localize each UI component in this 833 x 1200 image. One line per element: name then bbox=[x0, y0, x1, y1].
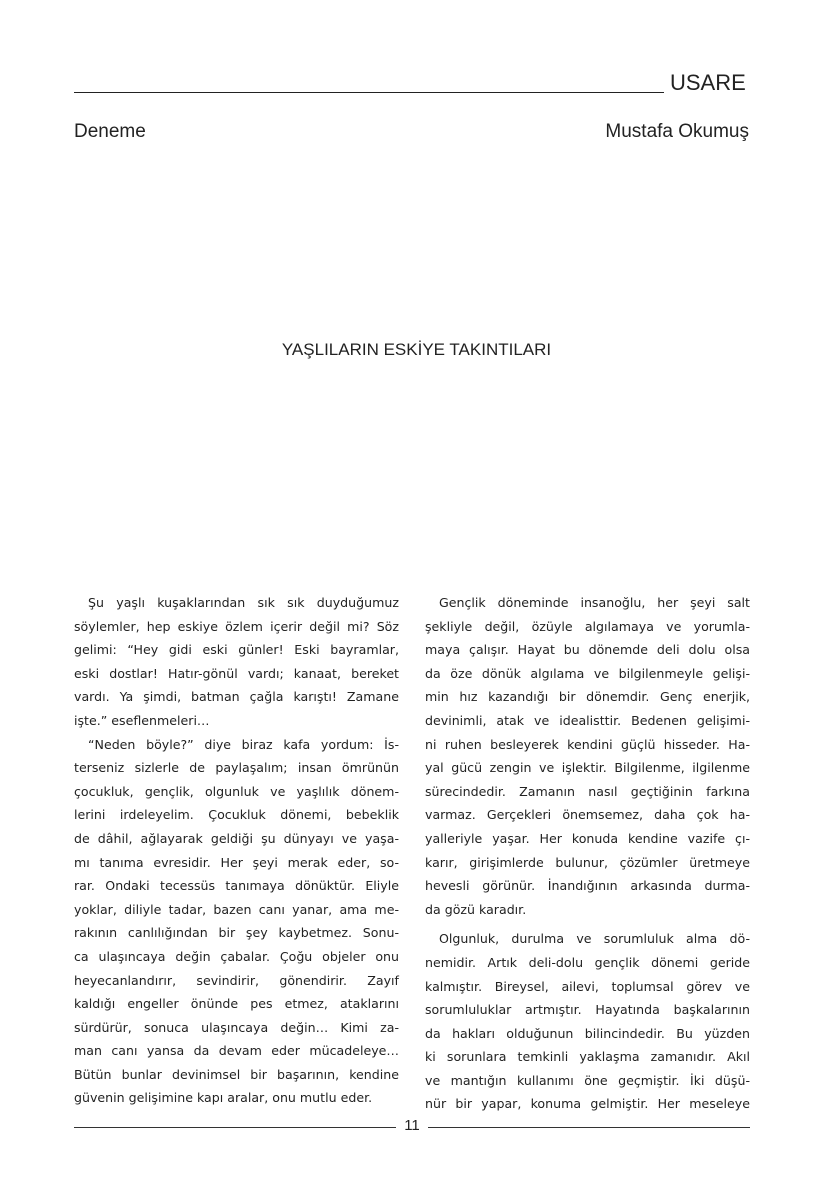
text-line: yoklar, diliyle tadar, bazen canı yanar, ama me- bbox=[74, 901, 399, 917]
text-line: işte.” eseflenmeleri… bbox=[74, 712, 210, 728]
magazine-name: USARE bbox=[670, 70, 746, 95]
text-line: min hız kazandığı bir dönemdir. Genç enerjik, bbox=[425, 689, 750, 705]
text-line: lerini irdeleyelim. Çocukluk dönemi, bebeklik bbox=[74, 807, 399, 823]
text-line: karır, girişimlerde bulunur, çözümler üretmeye bbox=[425, 854, 750, 870]
text-line: ki sorunlara temkinli yaklaşma zamanıdır. Akıl bbox=[425, 1049, 750, 1065]
text-line: çocukluk, gençlik, olgunluk ve yaşlılık dönem- bbox=[74, 783, 399, 799]
text-line: sorumluluklar artmıştır. Hayatında başkalarının bbox=[425, 1002, 750, 1018]
text-line: ca ulaşıncaya değin çabalar. Çoğu objeler onu bbox=[74, 948, 399, 964]
header-rule bbox=[74, 92, 664, 93]
author-name: Mustafa Okumuş bbox=[605, 121, 749, 142]
text-line: hevesli görünür. İnandığının arkasında durma- bbox=[425, 878, 750, 894]
text-line: yalleriyle yaşar. Her konuda kendine vazife çı- bbox=[425, 830, 750, 846]
text-line: ni ruhen besleyerek kendini güçlü hisseder. Ha- bbox=[425, 736, 750, 752]
text-line: nür bir yapar, konuma gelmiştir. Her meseleye bbox=[425, 1096, 750, 1112]
text-line: sürdürür, sonuca ulaşıncaya değin… Kimi za- bbox=[74, 1019, 399, 1035]
footer-rule-right bbox=[428, 1127, 750, 1128]
footer-rule-left bbox=[74, 1127, 396, 1128]
text-line: vardı. Ya şimdi, batman çağla karıştı! Zamane bbox=[74, 689, 399, 705]
text-line: şekliyle değil, özüyle algılamaya ve yorumla- bbox=[425, 618, 750, 634]
text-line: terseniz sizlerle de paylaşalım; insan ömrünün bbox=[74, 760, 399, 776]
article-title: YAŞLILARIN ESKİYE TAKINTILARI bbox=[281, 340, 552, 359]
text-line: man canı yansa da devam eder mücadeleye… bbox=[74, 1043, 399, 1059]
text-line: heyecanlandırır, sevindirir, gönendirir. Zayıf bbox=[74, 972, 399, 988]
text-line: de dâhil, ağlayarak geldiği şu dünyayı ve yaşa- bbox=[74, 830, 399, 846]
text-line: da öze dönük algılama ve bilgilenmeyle gelişi- bbox=[425, 665, 750, 681]
text-line: sürecindedir. Zamanın nasıl geçtiğinin farkına bbox=[425, 783, 750, 799]
text-line: varmaz. Gerçekleri önemsemez, daha çok ha- bbox=[425, 807, 750, 823]
text-line: kalmıştır. Bireysel, ailevi, toplumsal görev ve bbox=[425, 978, 750, 994]
text-line: maya çalışır. Hayat bu dönemde deli dolu olsa bbox=[425, 642, 750, 658]
text-line: gelimi: “Hey gidi eski günler! Eski bayramlar, bbox=[74, 642, 399, 658]
text-line: da hakları olduğunun bilincindedir. Bu yüzden bbox=[425, 1025, 750, 1041]
text-line: Şu yaşlı kuşaklarından sık sık duyduğumuz bbox=[88, 595, 399, 610]
page-number: 11 bbox=[404, 1117, 420, 1134]
text-line: rar. Ondaki tecessüs tanımaya dönüktür. Eliyle bbox=[74, 878, 399, 894]
text-line: da gözü karadır. bbox=[425, 901, 527, 917]
text-line: güvenin gelişimine kapı aralar, onu mutlu eder. bbox=[74, 1090, 373, 1106]
text-line: ve mantığın kullanımı öne geçmiştir. İki düşü- bbox=[425, 1072, 750, 1088]
text-line: nemidir. Artık deli-dolu gençlik dönemi geride bbox=[425, 954, 750, 970]
text-line: eski dostlar! Hatır-gönül vardı; kanaat, bereket bbox=[74, 665, 399, 681]
text-line: Gençlik döneminde insanoğlu, her şeyi salt bbox=[439, 595, 750, 610]
text-line: kaldığı engeller önünde pes etmez, ataklarını bbox=[74, 996, 399, 1012]
text-line: söylemler, hep eskiye özlem içerir değil mi? Söz bbox=[74, 618, 399, 634]
left-column bbox=[74, 591, 399, 1110]
text-line: mı tanıma evresidir. Her şeyi merak eder, so- bbox=[74, 854, 399, 870]
text-line: devinimli, atak ve idealisttir. Bedenen gelişimi- bbox=[425, 712, 750, 728]
text-line: “Neden böyle?” diye biraz kafa yordum: İs- bbox=[88, 736, 399, 752]
text-line: rakının canlılığından bir şey kaybetmez. Sonu- bbox=[74, 925, 399, 941]
text-line: Olgunluk, durulma ve sorumluluk alma dö- bbox=[439, 931, 750, 947]
right-column bbox=[425, 591, 750, 1116]
section-label: Deneme bbox=[74, 121, 146, 142]
text-line: Bütün bunlar devinimsel bir başarının, kendine bbox=[74, 1066, 399, 1082]
text-line: yal gücü zengin ve işlektir. Bilgilenme, ilgilenme bbox=[425, 760, 750, 776]
